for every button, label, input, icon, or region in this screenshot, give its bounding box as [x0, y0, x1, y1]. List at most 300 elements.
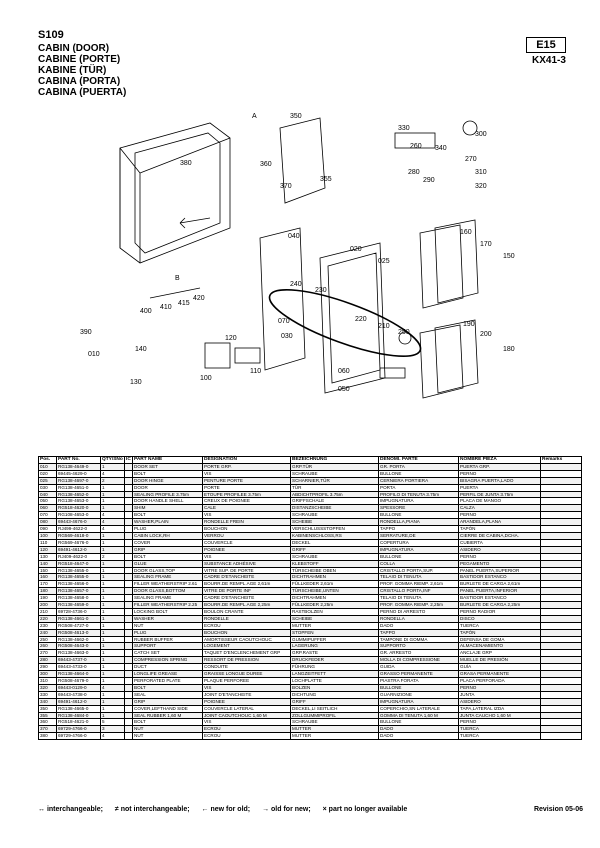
table-row: [39, 526, 582, 533]
table-cell: DADO: [379, 622, 459, 629]
table-cell: 330: [39, 691, 57, 698]
table-cell: RG518-4620-0: [57, 505, 101, 512]
table-cell: [541, 608, 582, 615]
table-cell: [541, 622, 582, 629]
table-row: [39, 643, 582, 650]
table-cell: 69443-4676-0: [57, 519, 101, 526]
title-de: KABINE (TÜR): [38, 65, 107, 76]
table-cell: 280: [39, 657, 57, 664]
table-cell: DOOR GLASS,BOTTOM: [133, 588, 203, 595]
table-cell: DOOR GLASS,TOP: [133, 567, 203, 574]
table-cell: 1: [101, 664, 125, 671]
table-cell: 2: [101, 553, 125, 560]
table-cell: DICHTRAHMEN: [291, 595, 379, 602]
table-cell: 1: [101, 532, 125, 539]
table-cell: 3: [101, 726, 125, 733]
table-cell: 69729-4766-0: [57, 726, 101, 733]
table-cell: BASTIDOR ESTANCO: [459, 574, 541, 581]
table-cell: TÜRSCHEIBE,UNTEN: [291, 588, 379, 595]
table-row: [39, 470, 582, 477]
table-cell: [125, 657, 133, 664]
col-designation: DESIGNATION: [203, 457, 291, 464]
table-cell: 4: [101, 470, 125, 477]
legend-not-interchangeable: ≠ not interchangeable;: [114, 806, 190, 813]
table-cell: ECROU: [203, 622, 291, 629]
label-A: A: [252, 113, 257, 120]
table-row: [39, 664, 582, 671]
table-cell: [541, 733, 582, 740]
table-cell: VITRE DE PORTE INF: [203, 588, 291, 595]
table-cell: 150: [39, 567, 57, 574]
table-cell: TÜRSCHEIBE OBEN: [291, 567, 379, 574]
table-cell: [125, 698, 133, 705]
table-cell: GR. ARRESTO: [379, 650, 459, 657]
table-cell: [541, 712, 582, 719]
table-cell: PLACA PERFORADA: [459, 678, 541, 685]
table-row: [39, 657, 582, 664]
table-cell: 020: [39, 470, 57, 477]
label-280: 280: [408, 169, 420, 176]
table-cell: [541, 581, 582, 588]
table-cell: SPESSORE: [379, 505, 459, 512]
table-cell: RG138-4652-0: [57, 491, 101, 498]
table-cell: PLAQUE PERFOREE: [203, 678, 291, 685]
table-cell: [125, 678, 133, 685]
label-180: 180: [503, 346, 515, 353]
table-cell: [541, 726, 582, 733]
label-210: 210: [378, 323, 390, 330]
table-cell: GRIFF: [291, 698, 379, 705]
table-cell: LOCKING BOLT: [133, 608, 203, 615]
table-cell: 1: [101, 691, 125, 698]
title-en: CABIN (DOOR): [38, 43, 110, 54]
label-025: 025: [378, 258, 390, 265]
table-cell: RG138-4664-0: [57, 671, 101, 678]
table-cell: [125, 705, 133, 712]
table-cell: 250: [39, 636, 57, 643]
legend-new-for-old: ← new for old;: [201, 806, 251, 813]
parts-table: [38, 456, 582, 740]
table-row: [39, 691, 582, 698]
table-cell: 69491-4612-0: [57, 546, 101, 553]
table-cell: [541, 567, 582, 574]
table-cell: POIGNEE: [203, 698, 291, 705]
table-cell: MUELLE DE PRESIÓN: [459, 657, 541, 664]
table-cell: [125, 650, 133, 657]
model-number: KX41-3: [532, 55, 566, 66]
table-cell: [125, 622, 133, 629]
table-cell: GLUE: [133, 560, 203, 567]
table-cell: 040: [39, 491, 57, 498]
table-cell: BULLONE: [379, 684, 459, 691]
table-cell: [125, 567, 133, 574]
table-cell: 1: [101, 643, 125, 650]
table-cell: [125, 726, 133, 733]
table-cell: PUERTA: [459, 484, 541, 491]
table-cell: GRAISSE LONGUE DUREE: [203, 671, 291, 678]
table-cell: [125, 588, 133, 595]
table-cell: SEAL RUBBER 1,60 M: [133, 712, 203, 719]
table-cell: FÜLLKEDER 2,25m: [291, 602, 379, 609]
table-cell: PANEL PUERTA,SUPERIOR: [459, 567, 541, 574]
table-cell: SEALING FRAME: [133, 574, 203, 581]
table-cell: PORTE GRP.: [203, 463, 291, 470]
label-310: 310: [475, 169, 487, 176]
table-cell: LANGZEITFETT: [291, 671, 379, 678]
table-cell: PERNO: [459, 470, 541, 477]
table-cell: SEAL: [133, 691, 203, 698]
table-cell: FILLER WEATHERSTRIP 2.25: [133, 602, 203, 609]
table-cell: 380: [39, 733, 57, 740]
label-380: 380: [180, 160, 192, 167]
table-cell: BOULON CRANTE: [203, 608, 291, 615]
table-cell: RG569-4676-0: [57, 539, 101, 546]
table-cell: [125, 664, 133, 671]
label-300: 300: [475, 131, 487, 138]
table-cell: 69443-0129-0: [57, 684, 101, 691]
table-cell: DICHTUNG: [291, 691, 379, 698]
table-cell: [541, 684, 582, 691]
table-cell: GRIP: [133, 698, 203, 705]
table-cell: 4: [101, 512, 125, 519]
table-cell: PANEL PUERTA,INFERIOR: [459, 588, 541, 595]
table-cell: TAMPONE DI GOMMA: [379, 636, 459, 643]
table-cell: ARANDELA,PLANA: [459, 519, 541, 526]
table-cell: [125, 470, 133, 477]
table-row: [39, 684, 582, 691]
table-cell: CRISTALLO PORTA,INF: [379, 588, 459, 595]
table-cell: [125, 636, 133, 643]
table-cell: WASHER: [133, 615, 203, 622]
table-cell: ASIDERO: [459, 546, 541, 553]
table-cell: 4: [101, 526, 125, 533]
table-cell: GUÍA: [459, 664, 541, 671]
table-cell: 1: [101, 560, 125, 567]
table-cell: TUERCA: [459, 733, 541, 740]
table-cell: RG508-4643-0: [57, 643, 101, 650]
table-cell: [541, 470, 582, 477]
col-pos: Pos.: [39, 457, 57, 464]
legend: [38, 806, 417, 813]
table-cell: [125, 498, 133, 505]
label-290: 290: [423, 177, 435, 184]
label-320: 320: [475, 183, 487, 190]
table-cell: SCHRAUBE: [291, 719, 379, 726]
table-cell: NUT: [133, 726, 203, 733]
table-cell: RG518-4647-0: [57, 560, 101, 567]
table-cell: [125, 712, 133, 719]
table-cell: [125, 733, 133, 740]
table-cell: NUT: [133, 733, 203, 740]
table-cell: RG138-4649-0: [57, 463, 101, 470]
table-cell: TELAIO DI TENUTA: [379, 595, 459, 602]
table-row: [39, 671, 582, 678]
table-cell: [541, 636, 582, 643]
table-cell: BURLETE DE CARGA 2,25m: [459, 602, 541, 609]
table-row: [39, 477, 582, 484]
table-cell: [541, 526, 582, 533]
table-cell: PERNO: [459, 512, 541, 519]
table-cell: PROFILO DI TENUTA 3.75m: [379, 491, 459, 498]
table-cell: SCHRAUBE: [291, 512, 379, 519]
section-code: S109: [38, 29, 64, 41]
label-240: 240: [290, 281, 302, 288]
table-cell: PLUG: [133, 629, 203, 636]
table-cell: 290: [39, 664, 57, 671]
table-cell: [541, 546, 582, 553]
table-cell: ZOLLGUMMIPROFIL: [291, 712, 379, 719]
table-cell: RG508-4679-0: [57, 678, 101, 685]
table-cell: CATCH SET: [133, 650, 203, 657]
table-row: [39, 705, 582, 712]
table-cell: PERNO: [459, 684, 541, 691]
table-cell: RG138-4663-0: [57, 650, 101, 657]
table-cell: [541, 657, 582, 664]
table-cell: [541, 484, 582, 491]
label-270: 270: [465, 156, 477, 163]
table-cell: ABDICHTPROFIL 3.75m: [291, 491, 379, 498]
col-bezeichnung: BEZEICHNUNG: [291, 457, 379, 464]
label-160: 160: [460, 229, 472, 236]
table-cell: PERNO RADIOR: [459, 608, 541, 615]
table-row: [39, 546, 582, 553]
table-cell: 340: [39, 698, 57, 705]
table-cell: [541, 650, 582, 657]
table-cell: JOINT D'ETANCHEITE: [203, 691, 291, 698]
table-cell: SUPPORTO: [379, 643, 459, 650]
table-cell: RG138-4655-0: [57, 574, 101, 581]
label-070: 070: [278, 318, 290, 325]
table-cell: 080: [39, 519, 57, 526]
label-420: 420: [193, 295, 205, 302]
table-cell: CREUX DE POIGNEE: [203, 498, 291, 505]
table-cell: 2: [101, 477, 125, 484]
table-cell: 190: [39, 595, 57, 602]
table-cell: SCHARNIER,TÜR: [291, 477, 379, 484]
table-cell: [541, 615, 582, 622]
table-cell: TAPÓN: [459, 629, 541, 636]
label-250: 250: [398, 329, 410, 336]
table-cell: [541, 664, 582, 671]
table-cell: LAGERUNG: [291, 643, 379, 650]
legend-old-for-new: → old for new;: [262, 806, 311, 813]
table-cell: RG138-4659-0: [57, 602, 101, 609]
table-cell: LOCHPLATTE: [291, 678, 379, 685]
table-cell: ANCLAJE GRP: [459, 650, 541, 657]
label-140: 140: [135, 346, 147, 353]
table-cell: PERFORATED PLATE: [133, 678, 203, 685]
table-cell: BOLT: [133, 470, 203, 477]
table-row: [39, 733, 582, 740]
table-cell: 69443-4737-0: [57, 657, 101, 664]
table-row: [39, 498, 582, 505]
table-cell: RASTBOLZEN: [291, 608, 379, 615]
title-it: CABINA (PORTA): [38, 76, 121, 87]
table-cell: [541, 595, 582, 602]
table-cell: 140: [39, 560, 57, 567]
table-cell: [541, 505, 582, 512]
table-row: [39, 560, 582, 567]
table-cell: 69728-4736-0: [57, 608, 101, 615]
table-cell: PERNO: [459, 553, 541, 560]
table-cell: PROF. GOMMA RIEMP. 2,25m: [379, 602, 459, 609]
table-row: [39, 636, 582, 643]
table-cell: RESSORT DE PRESSION: [203, 657, 291, 664]
table-cell: 69491-4612-0: [57, 698, 101, 705]
table-row: [39, 602, 582, 609]
table-cell: 1: [101, 636, 125, 643]
table-row: [39, 622, 582, 629]
table-cell: ETOUPE PROFILEE 3.75m: [203, 491, 291, 498]
table-cell: [541, 512, 582, 519]
table-cell: PIASTRA FORATA: [379, 678, 459, 685]
table-body: [39, 463, 582, 739]
label-020: 020: [350, 246, 362, 253]
table-cell: GUMMIPUFFER: [291, 636, 379, 643]
table-cell: TAQUET D'ENCLENCHEMENT GRP: [203, 650, 291, 657]
table-cell: SEALING PROFILE 3.75m: [133, 491, 203, 498]
table-row: [39, 629, 582, 636]
table-cell: 4: [101, 733, 125, 740]
col-nombre-pieza: NOMBRE PIEZA: [459, 457, 541, 464]
table-cell: 300: [39, 671, 57, 678]
label-110: 110: [250, 368, 262, 375]
table-row: [39, 484, 582, 491]
table-cell: STOPFEN: [291, 629, 379, 636]
table-cell: LONGLIFE GREASE: [133, 671, 203, 678]
table-cell: MUTTER: [291, 726, 379, 733]
label-150: 150: [503, 253, 515, 260]
table-cell: 310: [39, 678, 57, 685]
label-200: 200: [480, 331, 492, 338]
table-row: [39, 567, 582, 574]
table-cell: FILLER WEATHERSTRIP 2.61: [133, 581, 203, 588]
table-cell: 1: [101, 539, 125, 546]
label-190: 190: [463, 321, 475, 328]
table-cell: 200: [39, 602, 57, 609]
table-cell: RG508-4727-0: [57, 622, 101, 629]
table-row: [39, 463, 582, 470]
table-cell: [125, 546, 133, 553]
col-ic: IC: [126, 457, 131, 462]
table-row: [39, 726, 582, 733]
table-cell: RG138-4665-0: [57, 705, 101, 712]
table-cell: 260: [39, 643, 57, 650]
table-row: [39, 581, 582, 588]
table-cell: [125, 532, 133, 539]
label-130: 130: [130, 379, 142, 386]
col-part-no: PART No.: [57, 457, 101, 464]
table-cell: [125, 684, 133, 691]
table-row: [39, 574, 582, 581]
table-cell: RG508-4613-0: [57, 629, 101, 636]
table-cell: 100: [39, 532, 57, 539]
table-cell: POIGNEE: [203, 546, 291, 553]
table-cell: [541, 719, 582, 726]
table-cell: TAPA,LATERAL IZDA: [459, 705, 541, 712]
table-row: [39, 650, 582, 657]
table-cell: PERNO: [459, 719, 541, 726]
table-cell: GUARNIZIONE: [379, 691, 459, 698]
table-cell: GRIFF: [291, 546, 379, 553]
table-cell: COUVERCLE: [203, 539, 291, 546]
table-cell: VIS: [203, 470, 291, 477]
label-050: 050: [338, 386, 350, 393]
label-170: 170: [480, 241, 492, 248]
table-cell: [541, 477, 582, 484]
table-cell: DECKEL: [291, 539, 379, 546]
table-cell: BOLT: [133, 512, 203, 519]
table-cell: [125, 719, 133, 726]
table-cell: PORTA: [379, 484, 459, 491]
table-cell: VIS: [203, 512, 291, 519]
title-es: CABINA (PUERTA): [38, 87, 127, 98]
table-cell: COVER,LEFTHAND SIDE: [133, 705, 203, 712]
table-cell: [541, 671, 582, 678]
table-row: [39, 608, 582, 615]
table-cell: [125, 643, 133, 650]
table-cell: BULLONE: [379, 553, 459, 560]
table-cell: FÜLLKEDER 2,61m: [291, 581, 379, 588]
table-cell: SCHRAUBE: [291, 553, 379, 560]
table-cell: PLACA DE MANGO: [459, 498, 541, 505]
table-cell: [541, 519, 582, 526]
table-cell: PERFIL DE JUNTA 3.75m: [459, 491, 541, 498]
table-cell: BOLT: [133, 684, 203, 691]
table-cell: [541, 463, 582, 470]
table-cell: TAPÓN: [459, 526, 541, 533]
label-120: 120: [225, 335, 237, 342]
table-cell: [125, 602, 133, 609]
label-230: 230: [315, 287, 327, 294]
table-cell: COMPRESSION SPRING: [133, 657, 203, 664]
table-cell: 1: [101, 463, 125, 470]
table-cell: [125, 491, 133, 498]
exploded-parts-diagram: [80, 108, 550, 408]
table-cell: RG138-4658-0: [57, 595, 101, 602]
table-cell: PERNO DI ARRESTO: [379, 608, 459, 615]
table-cell: RG138-4651-0: [57, 484, 101, 491]
table-cell: 1: [101, 671, 125, 678]
table-cell: [125, 553, 133, 560]
table-cell: [541, 643, 582, 650]
table-cell: GRIP: [133, 546, 203, 553]
table-cell: SCHRAUBE: [291, 470, 379, 477]
table-cell: SUBSTANCE ADHÉSIVE: [203, 560, 291, 567]
table-cell: TUERCA: [459, 622, 541, 629]
table-cell: 1: [101, 491, 125, 498]
table-cell: BULLONE: [379, 719, 459, 726]
table-cell: BOURR.DE REMPL.AGE 2,25m: [203, 602, 291, 609]
table-cell: PORTE: [203, 484, 291, 491]
table-cell: ECROU: [203, 733, 291, 740]
table-cell: GRP.RASTE: [291, 650, 379, 657]
table-cell: 1: [101, 546, 125, 553]
table-cell: RG138-4653-0: [57, 498, 101, 505]
table-cell: GOMMA DI TENUTA 1,60 M: [379, 712, 459, 719]
table-cell: RUBBER BUFFER: [133, 636, 203, 643]
label-410: 410: [160, 304, 172, 311]
table-cell: GR. PORTA: [379, 463, 459, 470]
table-cell: 1: [101, 588, 125, 595]
label-360: 360: [260, 161, 272, 168]
table-cell: RG569-4618-0: [57, 532, 101, 539]
table-cell: 320: [39, 684, 57, 691]
table-cell: 69443-4733-0: [57, 664, 101, 671]
table-row: [39, 539, 582, 546]
table-cell: [541, 698, 582, 705]
table-cell: VIS: [203, 684, 291, 691]
